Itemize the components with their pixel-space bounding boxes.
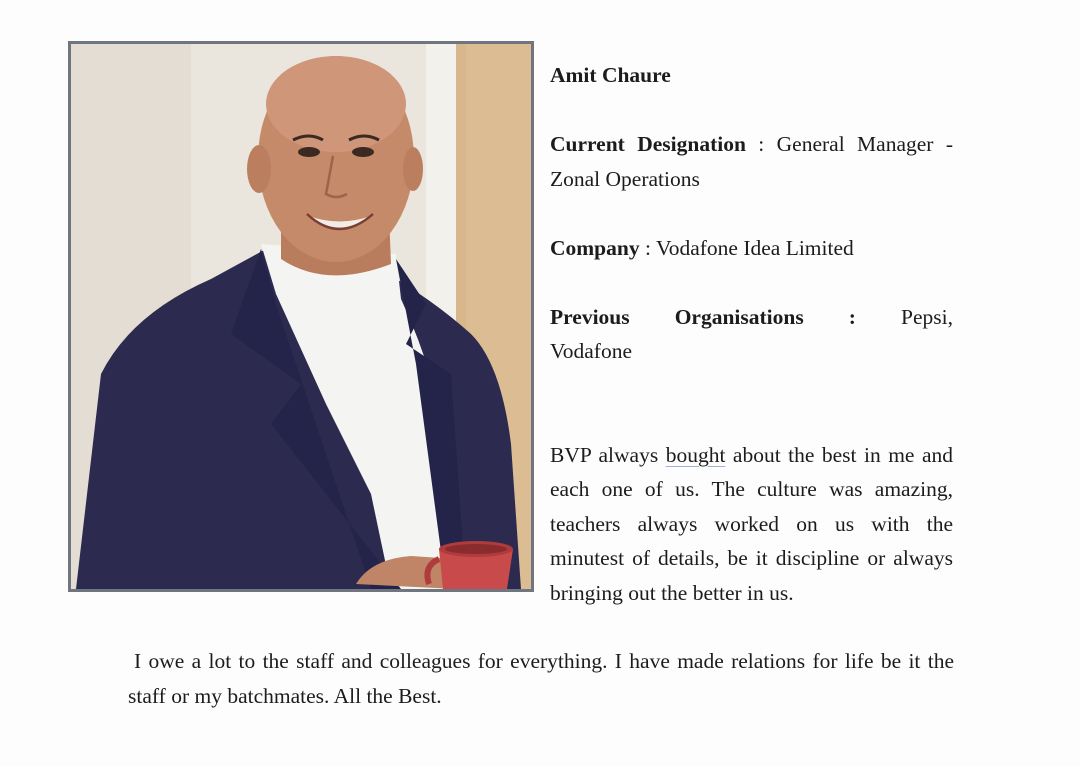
previous-colon: : (848, 304, 856, 329)
closing-text: I owe a lot to the staff and colleagues for everything. I have made relations for life be it the staff or my batchmates. All the Best. (128, 649, 954, 708)
designation-value: General Manager - Zonal Operations (550, 132, 953, 191)
testimonial-paragraph (550, 438, 953, 611)
portrait-image (71, 44, 531, 589)
company-separator: : (639, 235, 656, 260)
profile-photo (68, 41, 534, 592)
underlined-word: bought (665, 442, 726, 467)
company-value: Vodafone Idea Limited (655, 235, 854, 260)
person-name: Amit Chaure (550, 63, 671, 87)
testimonial-start: BVP always (550, 442, 666, 467)
testimonial-rest: about the best in me and each one of us. The culture was amazing, teachers always worked on us with the minutest of details, be it discipline or always bringing out the better in us. (550, 442, 953, 605)
previous-org-2: Vodafone (550, 339, 633, 363)
company-label: Company (550, 235, 640, 260)
designation-separator: : (745, 132, 777, 156)
designation-line (550, 127, 953, 196)
company-line (550, 231, 953, 266)
organisations-label: Organisations (674, 304, 804, 329)
closing-paragraph (128, 644, 954, 713)
previous-org-1: Pepsi, (901, 304, 953, 329)
designation-label: Current Designation (550, 132, 746, 156)
previous-label: Previous (550, 304, 630, 329)
previous-organisations-line (550, 300, 953, 335)
profile-details (550, 58, 953, 610)
